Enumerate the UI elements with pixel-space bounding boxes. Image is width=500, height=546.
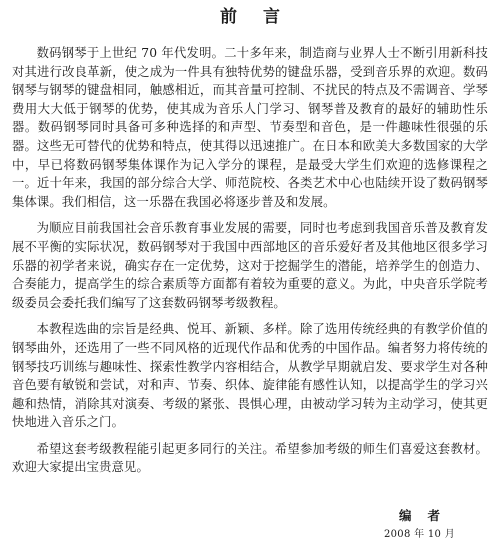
page-title: 前言 [220,7,306,27]
paragraph-2: 为顺应目前我国社会音乐教育事业发展的需要，同时也考虑到我国音乐普及教育发展不平衡的实际状况，数码钢琴对于我国中西部地区的音乐爱好者及其他地区很多学习乐器的初学者来说，确实存在一定优势，这对于挖掘学生的潜能，培养学生的创造力、合奏能力，提高学生的综合素质等方面都有着较为重要的意义。为此，中央音乐学院考级委员会委托我们编写了这套数码钢琴考级教程。 [12,221,488,310]
paragraph-1: 数码钢琴于上世纪 70 年代发明。二十多年来，制造商与业界人士不断引用新科技对其进行改良革新，使之成为一件具有独特优势的键盘乐器，受到音乐界的欢迎。数码钢琴与钢琴的键盘相同，触感相近，而其音量可控制、不扰民的特点及不需调音、学琴费用大大低于钢琴的优势，使其成为音乐人门学习、钢琴普及教育的最好的辅助性乐器。数码钢琴同时具备可多种选择的和声型、节奏型和音色，是一件趣味性很强的乐器。这些无可替代的优势和特点，使其得以迅速推广。在日本和欧美大多数国家的大学中，早已将数码钢琴集体课作为记入学分的课程，是最受大学生们欢迎的选修课程之一。近十年来，我国的部分综合大学、师范院校、各类艺术中心也陆续开设了数码钢琴集体课。我们相信，这一乐器在我国必将逐步普及和发展。 [12,46,488,209]
date: 2008 年 10 月 [383,529,455,540]
paragraph-3: 本教程选曲的宗旨是经典、悦耳、新颖、多样。除了选用传统经典的有教学价值的钢琴曲外，还选用了一些不同风格的近现代作品和优秀的中国作品。编者努力将传统的钢琴技巧训练与趣味性、探索性教学内容相结合，从教学早期就启发、要求学生对各种音色要有敏锐和尝试，对和声、节奏、织体、旋律能有感性认知，以提高学生的学习兴趣和热情，消除其对演奏、考级的紧张、畏惧心理，由被动学习转为主动学习，使其更快地进入音乐之门。 [12,322,488,430]
paragraph-4: 希望这套考级教程能引起更多同行的关注。希望参加考级的师生们喜爱这套教材。欢迎大家提出宝贵意见。 [12,441,488,475]
signer: 编者 [398,508,456,523]
signature-block [383,508,456,542]
